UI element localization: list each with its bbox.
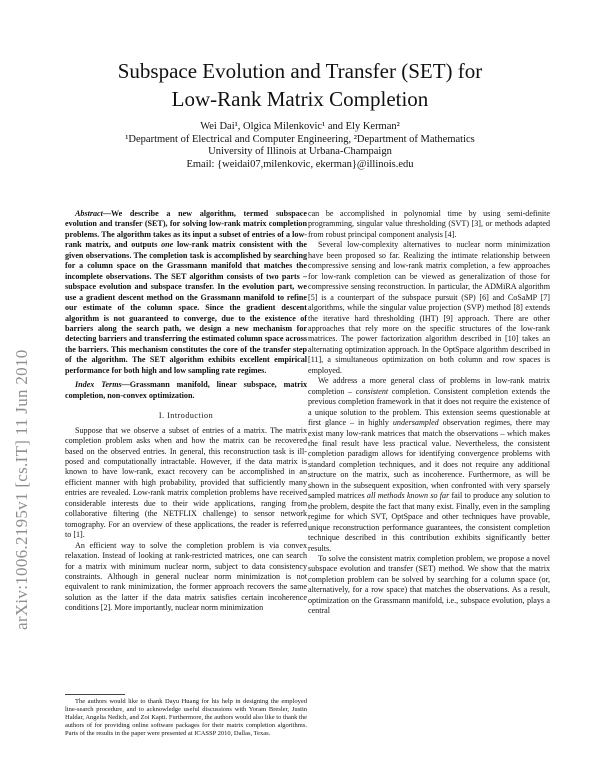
author-block [0,121,600,171]
index-terms [65,380,307,401]
index-terms-lead: Index Terms [75,380,122,390]
abstract-emphasis: one [161,240,174,250]
section-heading-introduction: I. Introduction [158,411,214,421]
abstract-dash: — [102,209,111,218]
abstract-text-a: We describe a new algorithm, termed subspace evolution and transfer (SET), for solving low-rank matrix completion problems. The algorithm takes as its input a subset of entries of a low-rank matrix, and outputs [65,209,307,250]
author-email: Email: {weidai07,milenkovic, ekerman}@illinois.edu [186,158,414,170]
right-paragraph-4: To solve the consistent matrix completion problem, we propose a novel subspace evolution and transfer (SET) method. We show that the matrix completion problem can be solved by searching for a column space (or, alternatively, for a row space) that matches the observations. As a result, optimization on the Grassmann manifold, i.e., subspace evolution, plays a central [308,553,550,616]
footnote-rule [65,694,125,695]
intro-paragraph-2: An efficient way to solve the completion problem is via convex relaxation. Instead of looking at rank-restricted matrices, one can search for a matrix with minimum nuclear norm, subject to data consistency constraints. Although in general nuclear norm minimization is not equivalent to rank minimization, the former approach recovers the same solution as the latter if the data matrix satisfies certain incoherence conditions [2]. More importantly, nuclear norm minimization [65,540,307,613]
p3-text-c: completion. Consistent completion extends the previous completion framework in that it does not require the existence of a unique solution to the problem. This extension seems questionable at first glance – in highly [308,386,550,428]
arxiv-watermark: arXiv:1006.2195v1 [cs.IT] 11 Jun 2010 [12,349,31,630]
right-paragraph-1: can be accomplished in polynomial time by using semi-definite programming, singular value thresholding (SVT) [3], or methods adapted from robust principal component analysis [4]. [308,209,550,239]
author-names: Wei Dai¹, Olgica Milenkovic¹ and Ely Kerman² [200,121,400,132]
left-column [65,209,307,614]
right-column [308,209,550,617]
abstract-lead: Abstract [75,209,103,218]
abstract [65,209,307,376]
abstract-text-b: low-rank matrix consistent with the given observations. The completion task is accomplished by searching for a column space on the Grassmann manifold that matches the incomplete observations. The SET algorithm consists of two parts – subspace evolution and subspace transfer. In the evolution part, we use a gradient descent method on the Grassmann manifold to refine our estimate of the column space. Since the gradient descent algorithm is not guaranteed to converge, due to the existence of barriers along the search path, we design a new mechanism for detecting barriers and transferring the estimated column space across the barriers. This mechanism constitutes the core of the transfer step of the algorithm. The SET algorithm exhibits excellent empirical performance for both high and low sampling rate regimes. [65,240,307,375]
title-line-1: Subspace Evolution and Transfer (SET) for [117,59,483,83]
p3-text-g: fail to produce any solution to the problem, despite the fact that many exist. Finally, even in the sampling regime for which SVT, OptSpace and other techniques have provable, unique reconstruction performance guarantees, the consistent completion technique described in this contribution exhibits significantly better results. [308,491,550,553]
footnote-text: The authors would like to thank Dayu Huang for his help in designing the employed line-search procedure, and to acknowledge useful discussions with Yoram Bresler, Justin Haldar, Angelia Nedich, and Zoi Kapti. Furthermore, the authors would also like to thank the authors of for providing online software packages for their matrix completion algorithms. Parts of the results in the paper were presented at ICASSP 2010, Dallas, Texas. [65,698,307,737]
p3-text-e: observation regimes, there may exist many low-rank matrices that match the observations – which makes the final result have less practical value. Nevertheless, the consistent completion paradigm allows for identifying convergence problems with standard completion techniques, and it does not require any additional structure on the matrix, such as incoherence. Furthermore, as will be shown in the subsequent exposition, when confronted with very sparsely sampled matrices [308,418,550,501]
p3-emph-consistent: consistent [355,386,389,396]
footnote [65,698,307,738]
p3-emph-undersampled: undersampled [392,418,439,428]
p3-text-a: We address a more general class of problems in low-rank matrix completion – [308,376,550,396]
affiliation-departments: ¹Department of Electrical and Computer Engineering, ²Department of Mathematics [125,133,475,145]
index-terms-text: —Grassmann manifold, linear subspace, matrix completion, non-convex optimization. [65,380,307,400]
right-paragraph-2: Several low-complexity alternatives to nuclear norm minimization have been proposed so far. Realizing the intimate relationship between compressive sensing and low-rank matrix completion, a few approaches for low-rank completion can be viewed as generalization of those for compressive sensing reconstruction. In particular, the ADMiRA algorithm [5] is a counterpart of the subspace pursuit (SP) [6] and CoSaMP [7] algorithms, while the singular value projection (SVP) method [8] extends the iterative hard thresholding (IHT) [9] approach. There are other approaches that rely more on the specific structures of the low-rank matrices. The power factorization algorithm described in [10] takes an alternating optimization approach. In the OptSpace algorithm described in [11], a simultaneous optimization on both column and row spaces is employed. [308,240,550,375]
title-line-2: Low-Rank Matrix Completion [171,87,429,111]
p3-emph-all-methods: all methods known so far [366,491,450,501]
right-paragraph-3 [308,376,550,554]
intro-paragraph-1: Suppose that we observe a subset of entries of a matrix. The matrix completion problem asks when and how the matrix can be recovered based on the observed entries. In general, this reconstruction task is ill-posed and computationally intractable. However, if the data matrix is known to have low-rank, exact recovery can be accomplished in an efficient manner with high probability, provided that sufficiently many entries are revealed. Low-rank matrix completion problems have received considerable interests due to their wide applications, ranging from collaborative filtering (the NETFLIX challenge) to sensor network tomography. For an overview of these applications, the reader is referred to [1]. [65,425,307,540]
affiliation-university: University of Illinois at Urbana-Champaign [208,146,392,157]
paper-title [0,57,600,113]
